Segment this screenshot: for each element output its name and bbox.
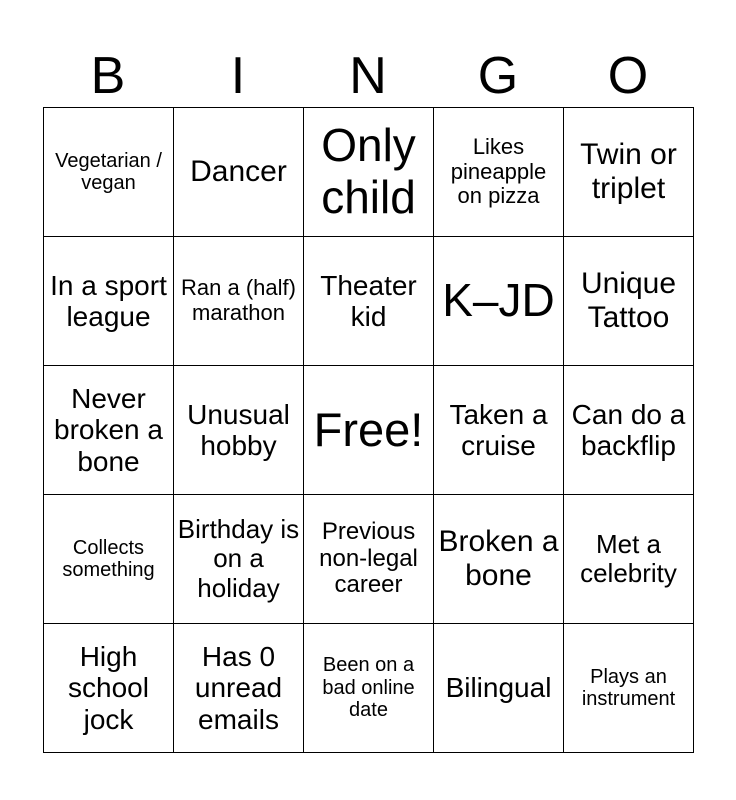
- bingo-cell[interactable]: Twin or triplet: [564, 108, 694, 237]
- bingo-row: [44, 366, 694, 495]
- header-letter-g: G: [477, 47, 519, 105]
- bingo-cell[interactable]: Bilingual: [434, 624, 564, 753]
- header-letter-n: N: [349, 47, 387, 105]
- header-letter-b: B: [90, 47, 126, 105]
- bingo-cell[interactable]: In a sport league: [44, 237, 174, 366]
- bingo-cell[interactable]: Broken a bone: [434, 495, 564, 624]
- bingo-row: [44, 237, 694, 366]
- bingo-cell[interactable]: Only child: [304, 108, 434, 237]
- header-letter-i: I: [230, 47, 246, 105]
- bingo-cell[interactable]: Theater kid: [304, 237, 434, 366]
- bingo-cell[interactable]: Birthday is on a holiday: [174, 495, 304, 624]
- bingo-cell[interactable]: Taken a cruise: [434, 366, 564, 495]
- bingo-cell[interactable]: K–JD: [434, 237, 564, 366]
- bingo-cell[interactable]: Ran a (half) marathon: [174, 237, 304, 366]
- bingo-cell[interactable]: Plays an instrument: [564, 624, 694, 753]
- bingo-cell[interactable]: Vegetarian / vegan: [44, 108, 174, 237]
- header-letter-o: O: [607, 47, 649, 105]
- bingo-card: [43, 107, 694, 753]
- bingo-row: [44, 624, 694, 753]
- bingo-cell[interactable]: Has 0 unread emails: [174, 624, 304, 753]
- bingo-cell[interactable]: Met a celebrity: [564, 495, 694, 624]
- bingo-cell[interactable]: Unique Tattoo: [564, 237, 694, 366]
- bingo-cell[interactable]: Been on a bad online date: [304, 624, 434, 753]
- bingo-cell[interactable]: Likes pineapple on pizza: [434, 108, 564, 237]
- bingo-cell[interactable]: Can do a backflip: [564, 366, 694, 495]
- bingo-cell[interactable]: Never broken a bone: [44, 366, 174, 495]
- bingo-header: [43, 46, 693, 106]
- free-space-cell[interactable]: Free!: [304, 366, 434, 495]
- bingo-cell[interactable]: Dancer: [174, 108, 304, 237]
- bingo-cell[interactable]: Previous non-legal career: [304, 495, 434, 624]
- bingo-row: [44, 495, 694, 624]
- bingo-cell[interactable]: Collects something: [44, 495, 174, 624]
- bingo-row: [44, 108, 694, 237]
- bingo-cell[interactable]: Unusual hobby: [174, 366, 304, 495]
- bingo-cell[interactable]: High school jock: [44, 624, 174, 753]
